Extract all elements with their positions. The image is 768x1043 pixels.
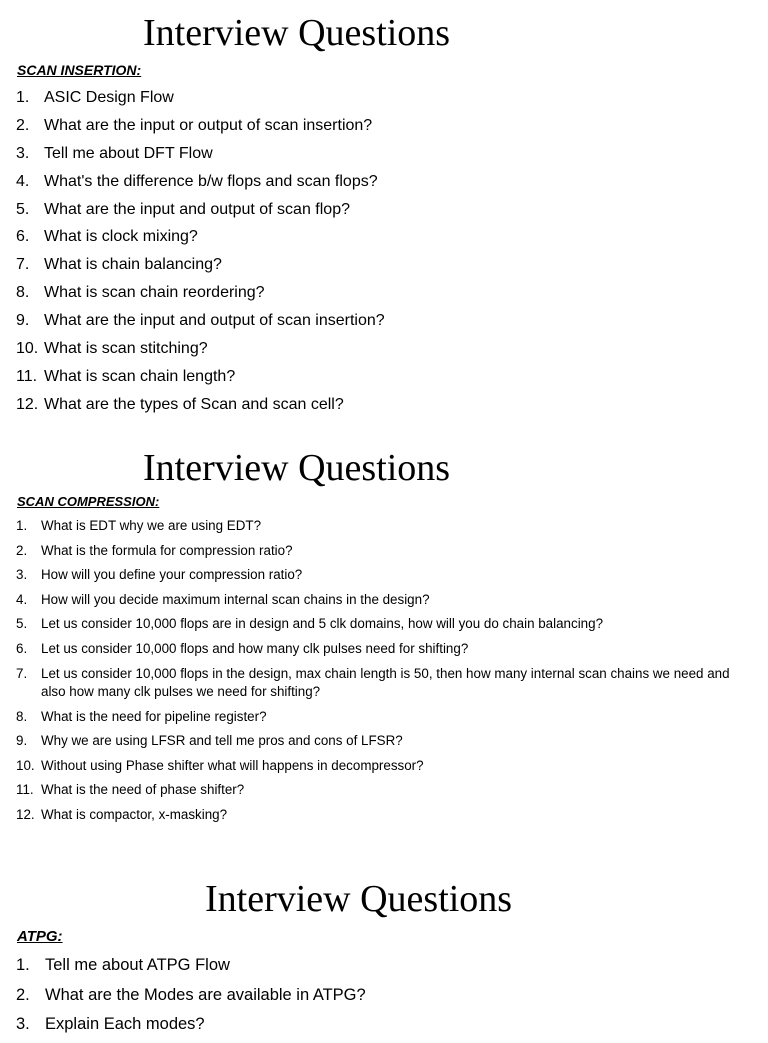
list-item bbox=[16, 115, 756, 143]
list-item bbox=[16, 984, 756, 1014]
question-number: 9. bbox=[16, 312, 30, 330]
question-number: 10. bbox=[16, 757, 35, 773]
scan-compression-section bbox=[0, 440, 768, 860]
list-item bbox=[16, 226, 756, 254]
question-text: What are the Modes are available in ATPG? bbox=[45, 985, 366, 1004]
list-item bbox=[16, 566, 756, 591]
page-title: Interview Questions bbox=[143, 447, 451, 489]
question-text: Without using Phase shifter what will happens in decompressor? bbox=[41, 757, 424, 773]
list-item bbox=[16, 591, 756, 616]
question-number: 11. bbox=[16, 367, 38, 385]
question-number: 1. bbox=[16, 89, 30, 106]
list-item bbox=[16, 615, 756, 640]
question-text: What is the need of phase shifter? bbox=[41, 782, 245, 798]
list-item bbox=[16, 732, 756, 757]
question-number: 12. bbox=[16, 395, 39, 413]
question-text: Let us consider 10,000 flops are in design and 5 clk domains, how will you do chain balancing? bbox=[41, 616, 604, 632]
question-number: 12. bbox=[16, 806, 35, 822]
question-text: Tell me about ATPG Flow bbox=[45, 956, 230, 974]
question-number: 3. bbox=[16, 567, 28, 583]
question-number: 10. bbox=[16, 340, 39, 358]
question-number: 5. bbox=[16, 200, 30, 218]
scan-insertion-section bbox=[0, 0, 768, 430]
list-item bbox=[16, 310, 756, 338]
list-item bbox=[16, 87, 756, 115]
list-item bbox=[16, 254, 756, 282]
section-heading: SCAN COMPRESSION: bbox=[17, 494, 160, 509]
question-number: 7. bbox=[16, 665, 28, 681]
list-item bbox=[16, 517, 756, 542]
list-item bbox=[16, 954, 756, 984]
list-item bbox=[16, 338, 756, 366]
list-item bbox=[16, 199, 756, 227]
list-item bbox=[16, 665, 756, 708]
list-item bbox=[16, 143, 756, 171]
question-number: 2. bbox=[16, 985, 30, 1004]
question-number: 11. bbox=[16, 782, 34, 798]
question-number: 3. bbox=[16, 144, 30, 162]
page-title: Interview Questions bbox=[143, 12, 451, 54]
question-text: Why we are using LFSR and tell me pros and cons of LFSR? bbox=[41, 733, 403, 749]
section-heading: ATPG: bbox=[17, 928, 63, 945]
question-number: 8. bbox=[16, 708, 28, 724]
list-item bbox=[16, 806, 756, 831]
page-title: Interview Questions bbox=[205, 878, 513, 920]
list-item bbox=[16, 757, 756, 782]
list-item bbox=[16, 282, 756, 310]
question-text: What is clock mixing? bbox=[44, 228, 198, 246]
question-text: Let us consider 10,000 flops and how many clk pulses need for shifting? bbox=[41, 640, 469, 656]
question-text: What's the difference b/w flops and scan flops? bbox=[44, 172, 378, 190]
question-text: What is scan chain length? bbox=[44, 367, 236, 385]
question-number: 3. bbox=[16, 1015, 30, 1033]
question-number: 4. bbox=[16, 591, 28, 607]
list-item bbox=[16, 171, 756, 199]
question-number: 8. bbox=[16, 284, 30, 302]
question-text: How will you decide maximum internal scan chains in the design? bbox=[41, 591, 430, 607]
question-text: What is scan chain reordering? bbox=[44, 284, 265, 302]
question-number: 9. bbox=[16, 733, 28, 749]
question-text: What are the input and output of scan flop? bbox=[44, 200, 350, 218]
question-text: What is EDT why we are using EDT? bbox=[41, 518, 262, 533]
question-text: What is the need for pipeline register? bbox=[41, 708, 267, 724]
atpg-section bbox=[0, 870, 768, 1033]
question-text: How will you define your compression ratio? bbox=[41, 567, 303, 583]
section-heading: SCAN INSERTION: bbox=[17, 62, 142, 78]
question-number: 7. bbox=[16, 256, 30, 274]
question-list bbox=[16, 87, 756, 422]
question-text: ASIC Design Flow bbox=[44, 89, 174, 106]
question-number: 1. bbox=[16, 518, 28, 533]
question-text: What are the input or output of scan insertion? bbox=[44, 116, 373, 134]
question-number: 4. bbox=[16, 172, 30, 190]
question-text: What are the types of Scan and scan cell? bbox=[44, 395, 344, 413]
question-number: 6. bbox=[16, 640, 28, 656]
question-text: What is scan stitching? bbox=[44, 340, 208, 358]
list-item bbox=[16, 542, 756, 567]
question-text: What is chain balancing? bbox=[44, 256, 222, 274]
question-list bbox=[16, 517, 756, 831]
list-item bbox=[16, 708, 756, 733]
question-number: 5. bbox=[16, 616, 28, 632]
question-number: 2. bbox=[16, 542, 28, 558]
list-item bbox=[16, 394, 756, 422]
question-list bbox=[16, 954, 756, 1043]
question-text: Let us consider 10,000 flops in the design, max chain length is 50, then how many internal scan chains we need and also how many clk pulses we need for shifting? bbox=[41, 665, 730, 699]
question-text: Explain Each modes? bbox=[45, 1015, 205, 1033]
question-text: What are the input and output of scan insertion? bbox=[44, 312, 385, 330]
list-item bbox=[16, 781, 756, 806]
question-number: 6. bbox=[16, 228, 30, 246]
question-text: Tell me about DFT Flow bbox=[44, 144, 213, 162]
question-number: 2. bbox=[16, 116, 30, 134]
list-item bbox=[16, 366, 756, 394]
question-text: What is compactor, x-masking? bbox=[41, 806, 228, 822]
question-text: What is the formula for compression ratio? bbox=[41, 542, 293, 558]
question-number: 1. bbox=[16, 956, 30, 974]
list-item bbox=[16, 1013, 756, 1043]
list-item bbox=[16, 640, 756, 665]
